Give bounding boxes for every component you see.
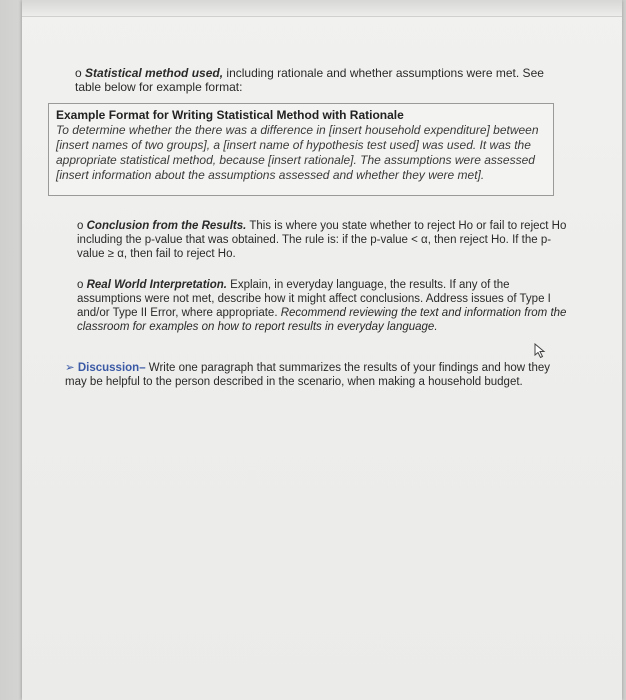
discussion-text: Write one paragraph that summarizes the results of your findings and how they may be helpful to the person described in the scenario, when making a household budget. <box>65 362 551 388</box>
statistical-method-heading: Statistical method used, <box>85 66 224 80</box>
conclusion-text: This is where you state whether to reject Ho or fail to reject Ho including the p-value that was obtained. The rule is: if the p-value < α, then reject Ho. If the p-value ≥ α, then fail to reject Ho. <box>77 220 567 260</box>
statistical-method-item <box>75 66 555 94</box>
arrow-bullet-icon: ➢ <box>65 362 75 374</box>
mouse-pointer-icon <box>533 343 547 359</box>
example-format-box <box>48 103 554 196</box>
bullet: o <box>75 66 82 80</box>
real-world-italic-text: Recommend reviewing the text and information from the classroom for examples on how to report results in everyday language. <box>77 307 567 333</box>
real-world-item <box>77 278 567 334</box>
bullet: o <box>77 220 84 232</box>
statistical-method-text: including rationale and whether assumptions were met. See table below for example format: <box>75 66 544 94</box>
conclusion-heading: Conclusion from the Results. <box>86 220 247 232</box>
discussion-label: Discussion <box>77 362 140 374</box>
bullet: o <box>77 279 84 291</box>
discussion-dash: – <box>139 362 146 374</box>
example-box-body: To determine whether the there was a difference in [insert household expenditure] between [insert names of two groups], a [insert name of hypothesis test used] was used. It was the appropriate statistical method, because [insert rationale]. The assumptions were assessed [insert information about the assumptions assessed and whether they were met]. <box>56 123 539 182</box>
conclusion-item <box>77 219 567 261</box>
real-world-text: Explain, in everyday language, the results. If any of the assumptions were not met, describe how it might affect conclusions. Address issues of Type I and/or Type II Error, where appropriate. <box>77 279 551 319</box>
example-box-title: Example Format for Writing Statistical Method with Rationale <box>56 108 404 122</box>
real-world-heading: Real World Interpretation. <box>86 279 227 291</box>
discussion-item <box>65 361 565 389</box>
page-top-edge <box>22 0 622 17</box>
